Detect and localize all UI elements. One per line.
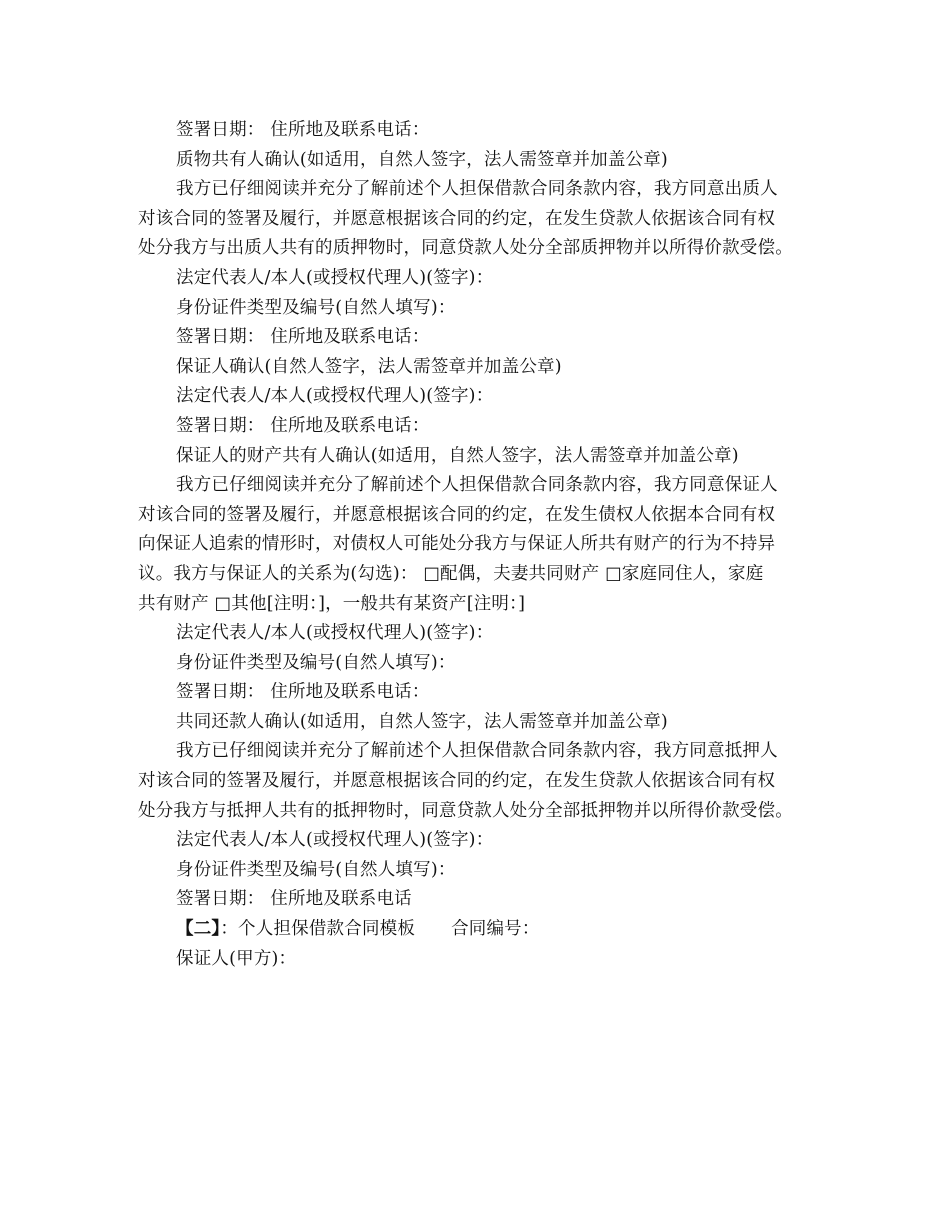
text-line: 签署日期： 住所地及联系电话：: [176, 682, 430, 703]
text-line: 我方已仔细阅读并充分了解前述个人担保借款合同条款内容，我方同意出质人: [176, 179, 778, 200]
text-line: 签署日期： 住所地及联系电话：: [176, 120, 430, 140]
text-line: 对该合同的签署及履行，并愿意根据该合同的约定，在发生贷款人依据该合同有权: [138, 208, 776, 229]
text-line: 身份证件类型及编号(自然人填写)：: [176, 652, 456, 673]
text-line: 法定代表人/本人(或授权代理人)(签字)：: [176, 830, 494, 851]
text-line: 保证人的财产共有人确认(如适用，自然人签字，法人需签章并加盖公章): [176, 445, 739, 466]
text-line: 身份证件类型及编号(自然人填写)：: [176, 297, 456, 318]
text-line: 质物共有人确认(如适用，自然人签字，法人需签章并加盖公章): [176, 149, 668, 170]
text-line: 处分我方与出质人共有的质押物时，同意贷款人处分全部质押物并以所得价款受偿。: [138, 238, 793, 259]
text-line: 共有财产 □其他[注明：]，一般共有某资产[注明：]: [138, 593, 526, 614]
contract-number-label: 合同编号：: [451, 919, 540, 940]
text-line: 法定代表人/本人(或授权代理人)(签字)：: [176, 386, 494, 407]
paragraph-lines: [138, 116, 818, 915]
text-line: 保证人确认(自然人签字，法人需签章并加盖公章): [176, 356, 562, 377]
section-number: 【二】: [176, 919, 221, 940]
text-line: 我方已仔细阅读并充分了解前述个人担保借款合同条款内容，我方同意抵押人: [176, 741, 778, 762]
text-line: 签署日期： 住所地及联系电话：: [176, 327, 430, 348]
text-line: 签署日期： 住所地及联系电话: [176, 889, 412, 910]
text-line: 处分我方与抵押人共有的抵押物时，同意贷款人处分全部抵押物并以所得价款受偿。: [138, 800, 793, 821]
text-line: 共同还款人确认(如适用，自然人签字，法人需签章并加盖公章): [176, 711, 668, 732]
guarantor-party-a: 保证人(甲方)：: [176, 948, 297, 969]
text-line: 我方已仔细阅读并充分了解前述个人担保借款合同条款内容，我方同意保证人: [176, 475, 778, 496]
text-line: 身份证件类型及编号(自然人填写)：: [176, 859, 456, 880]
text-line: 对该合同的签署及履行，并愿意根据该合同的约定，在发生贷款人依据该合同有权: [138, 771, 776, 792]
text-line: 法定代表人/本人(或授权代理人)(签字)：: [176, 267, 494, 288]
document-body: [138, 116, 818, 974]
text-line: 议。我方与保证人的关系为(勾选)： □配偶，夫妻共同财产 □家庭同住人，家庭: [138, 563, 764, 584]
section-title: ：个人担保借款合同模板: [220, 919, 416, 940]
text-line: 法定代表人/本人(或授权代理人)(签字)：: [176, 623, 494, 644]
text-line: 签署日期： 住所地及联系电话：: [176, 415, 430, 436]
text-line: 向保证人追索的情形时，对债权人可能处分我方与保证人所共有财产的行为不持异: [138, 534, 776, 555]
text-line: 对该合同的签署及履行，并愿意根据该合同的约定，在发生债权人依据本合同有权: [138, 504, 776, 525]
section-heading: [138, 915, 818, 945]
